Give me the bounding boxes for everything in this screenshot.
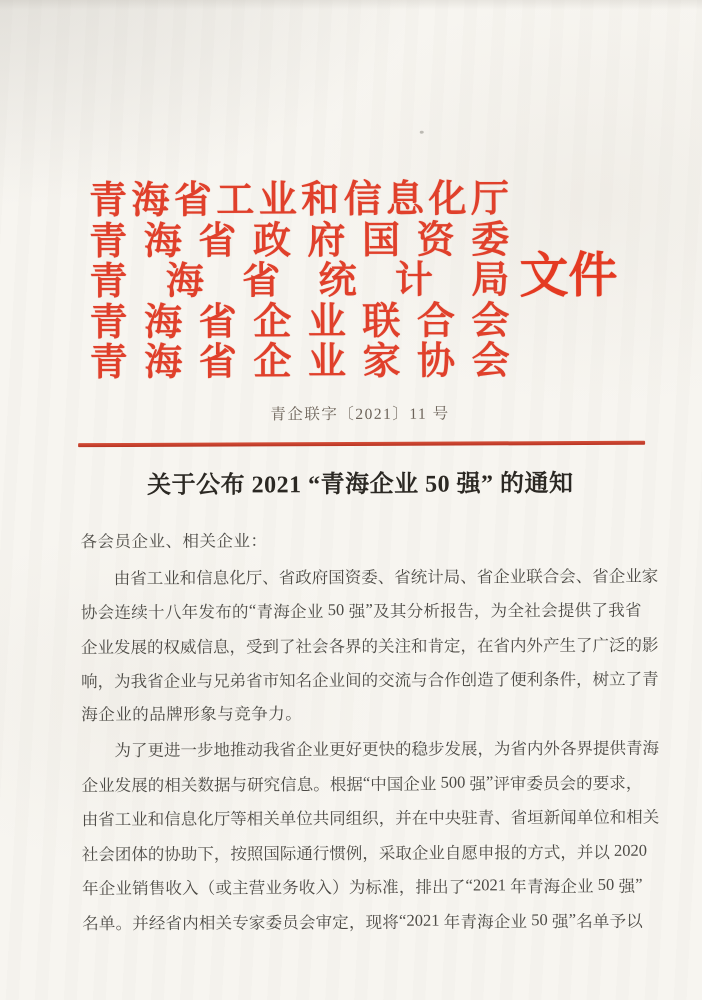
letterhead-org-block [89, 179, 510, 383]
body-line: 响 ， 为 我 省 企 业 与 兄 弟 省 市 知 名 企 业 间 的 交 流 与 合 作 创 造 了 便 利 条 件 ， 树 立 了 青 [81, 669, 659, 692]
document-title: 关于公布 2021 “青海企业 50 强” 的通知 [146, 471, 574, 499]
body-line: 由 省 工 业 和 信 息 化 厅 、 省 政 府 国 资 委 、 省 统 计 局 、 省 企 业 联 合 会 、 省 企 业 家 [113, 566, 659, 588]
body-line: 名 单 。 并 经 省 内 相 关 专 家 委 员 会 审 定 ， 现 将 “ 2021 年 青 海 企 业 50 强 ” 名 单 予 以 [82, 909, 643, 933]
document-number: 青企联字〔2021〕11 号 [270, 405, 450, 424]
body-line: 企 业 发 展 的 相 关 数 据 与 研 究 信 息 。 根 据 “ 中 国 企 业 500 强 ” 评 审 委 员 会 的 要 求 ， [81, 772, 643, 795]
org-line-2: 青 海 省 政 府 国 资 委 [89, 218, 510, 263]
body-line: 为 了 更 进 一 步 地 推 动 我 省 企 业 更 好 更 快 的 稳 步 发 展 ， 为 省 内 外 各 界 提 供 青 海 [114, 738, 659, 761]
body-line: 企 业 发 展 的 权 威 信 息 ， 受 到 了 社 会 各 界 的 关 注 和 肯 定 ， 在 省 内 外 产 生 了 广 泛 的 影 [80, 635, 659, 657]
org-line-3: 青 海 省 统 计 局 [89, 259, 510, 304]
org-line-4: 青 海 省 企 业 联 合 会 [89, 299, 510, 344]
body-line: 社 会 团 体 的 协 助 下 ， 按 照 国 际 通 行 惯 例 ， 采 取 企 业 自 愿 申 报 的 方 式 ， 并 以 2020 [81, 840, 648, 864]
body-line: 海企业的品牌形象与竞争力。 [81, 703, 303, 724]
body-line: 年 企 业 销 售 收 入 （ 或 主 营 业 务 收 入 ） 为 标 准 ， 排 出 了 “ 2021 年 青 海 企 业 50 强 ” [82, 874, 643, 899]
letterhead-file-word: 文件 [519, 247, 618, 304]
salutation-line: 各会员企业、相关企业： [80, 531, 268, 552]
org-line-1: 青 海 省 工 业 和 信 息 化 厅 [88, 178, 510, 223]
document-body [80, 523, 660, 939]
body-line: 协 会 连 续 十 八 年 发 布 的 “ 青 海 企 业 50 强 ” 及 其 分 析 报 告 ， 为 全 社 会 提 供 了 我 省 [80, 600, 642, 623]
scan-speck [420, 131, 424, 134]
org-line-5: 青 海 省 企 业 家 协 会 [89, 340, 510, 385]
red-divider-line [78, 441, 645, 447]
body-line: 由 省 工 业 和 信 息 化 厅 等 相 关 单 位 共 同 组 织 ， 并 在 中 央 驻 青 、 省 垣 新 闻 单 位 和 相 关 [81, 807, 660, 830]
